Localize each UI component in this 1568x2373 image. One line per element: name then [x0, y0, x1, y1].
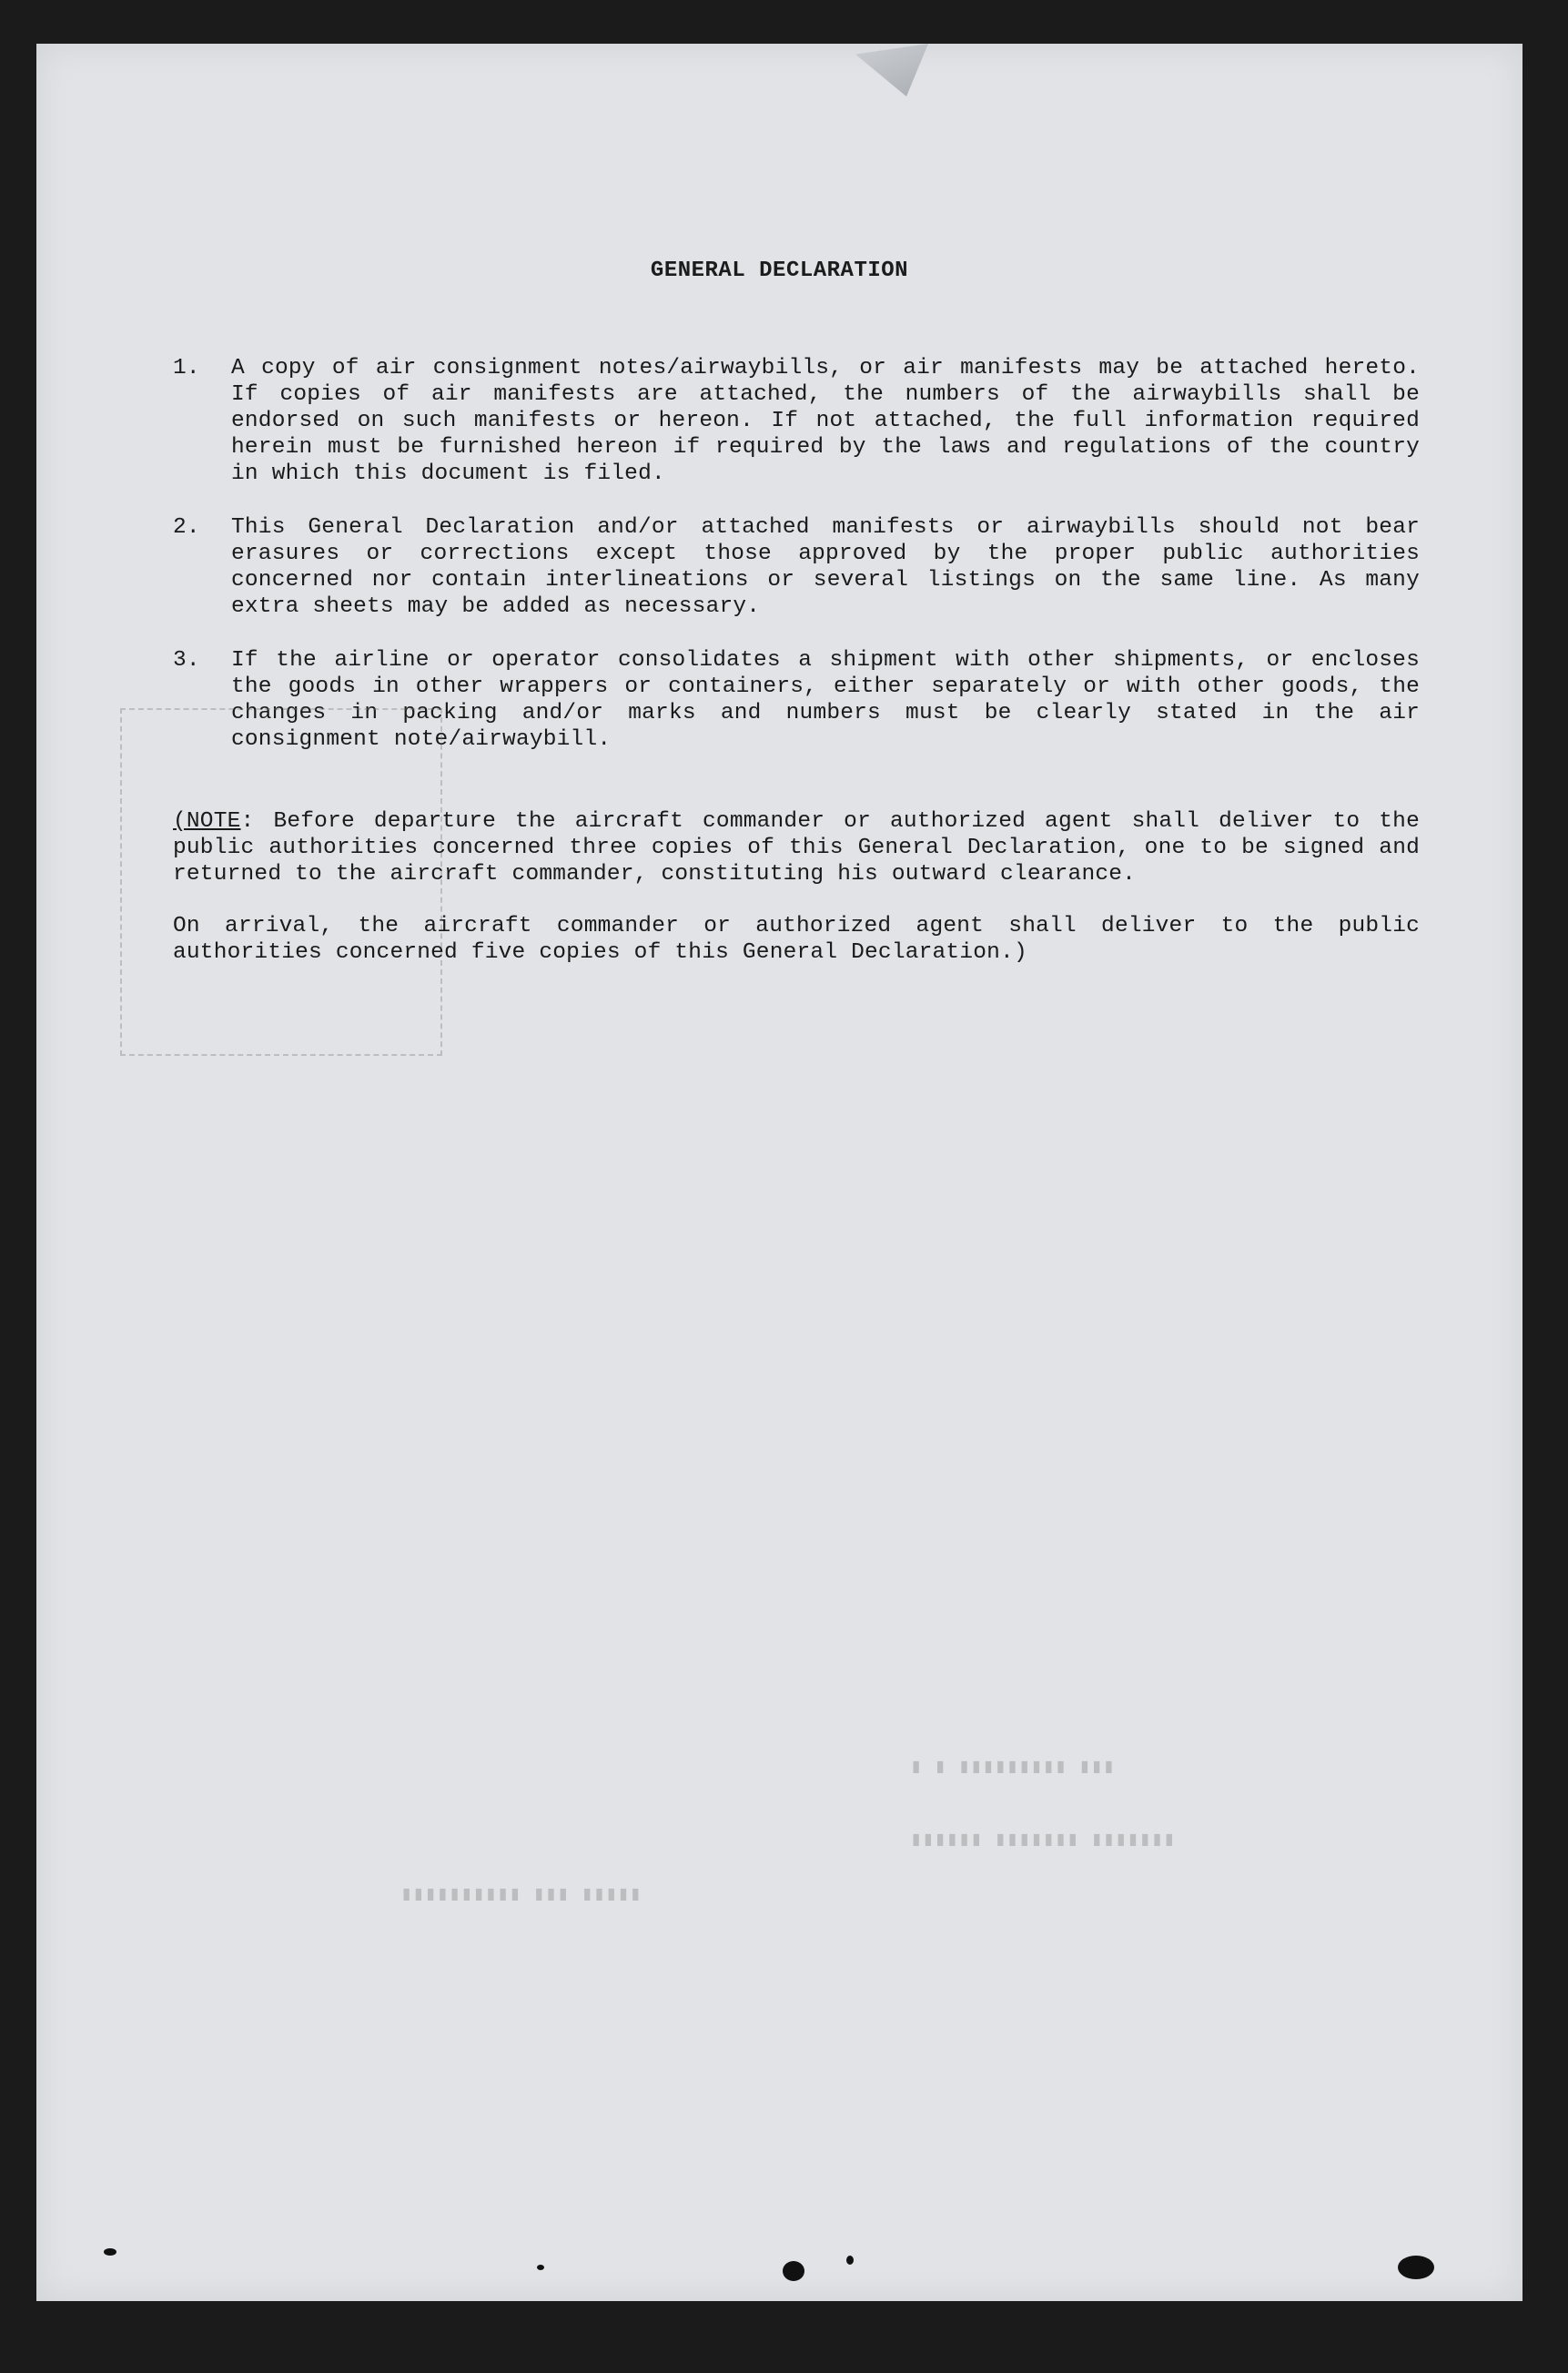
- bleed-through-text: ▮▮▮ ▮▮▮▮▮▮▮▮▮ ▮ ▮: [910, 1756, 1116, 1779]
- arrival-text: On arrival, the aircraft commander or authorized agent shall deliver to the public authorities concerned five copies of this General Declaration.): [173, 914, 1420, 965]
- declaration-item-2: [173, 514, 1420, 624]
- ink-speck: [1398, 2256, 1434, 2279]
- item-text: This General Declaration and/or attached manifests or airwaybills should not bear erasures or corrections except those approved by the proper public authorities concerned nor contain interlineations or several listings on the same line. As many extra sheets may be added as necessary.: [231, 515, 1420, 619]
- folded-corner: [855, 44, 928, 96]
- item-number: 2.: [173, 515, 200, 540]
- declaration-item-1: [173, 355, 1420, 492]
- ink-speck: [104, 2248, 116, 2256]
- faded-stamp-outline: [120, 708, 442, 1056]
- document-page: [36, 44, 1522, 2301]
- ink-speck: [783, 2261, 804, 2281]
- bleed-through-text: ▮▮▮▮▮ ▮▮▮ ▮▮▮▮▮▮▮▮▮▮: [400, 1883, 642, 1906]
- ink-speck: [846, 2256, 854, 2265]
- document-title: GENERAL DECLARATION: [650, 259, 909, 283]
- item-number: 1.: [173, 356, 200, 380]
- note-colon: :: [240, 809, 255, 834]
- item-text: If the airline or operator consolidates a shipment with other shipments, or encloses the goods in other wrappers or containers, either separately or with other goods, the changes in packing and/or marks and numbers must be clearly stated in the air consignment note/airwaybill.: [231, 648, 1420, 752]
- note-heading: (NOTE: [173, 809, 241, 834]
- bleed-through-text: ▮▮▮▮▮▮▮ ▮▮▮▮▮▮▮ ▮▮▮▮▮▮: [910, 1829, 1176, 1851]
- item-number: 3.: [173, 648, 200, 673]
- item-text: A copy of air consignment notes/airwaybills, or air manifests may be attached hereto. If copies of air manifests are attached, the numbers of the airwaybills shall be endorsed on such manifests or hereon. If not attached, the full information required herein must be furnished hereon if required by the laws and regulations of the country in which this document is filed.: [231, 356, 1420, 486]
- ink-speck: [537, 2265, 544, 2270]
- departure-text: Before departure the aircraft commander or authorized agent shall deliver to the public authorities concerned three copies of this General Declaration, one to be signed and returned to the aircraft commander, constituting his outward clearance.: [173, 809, 1420, 887]
